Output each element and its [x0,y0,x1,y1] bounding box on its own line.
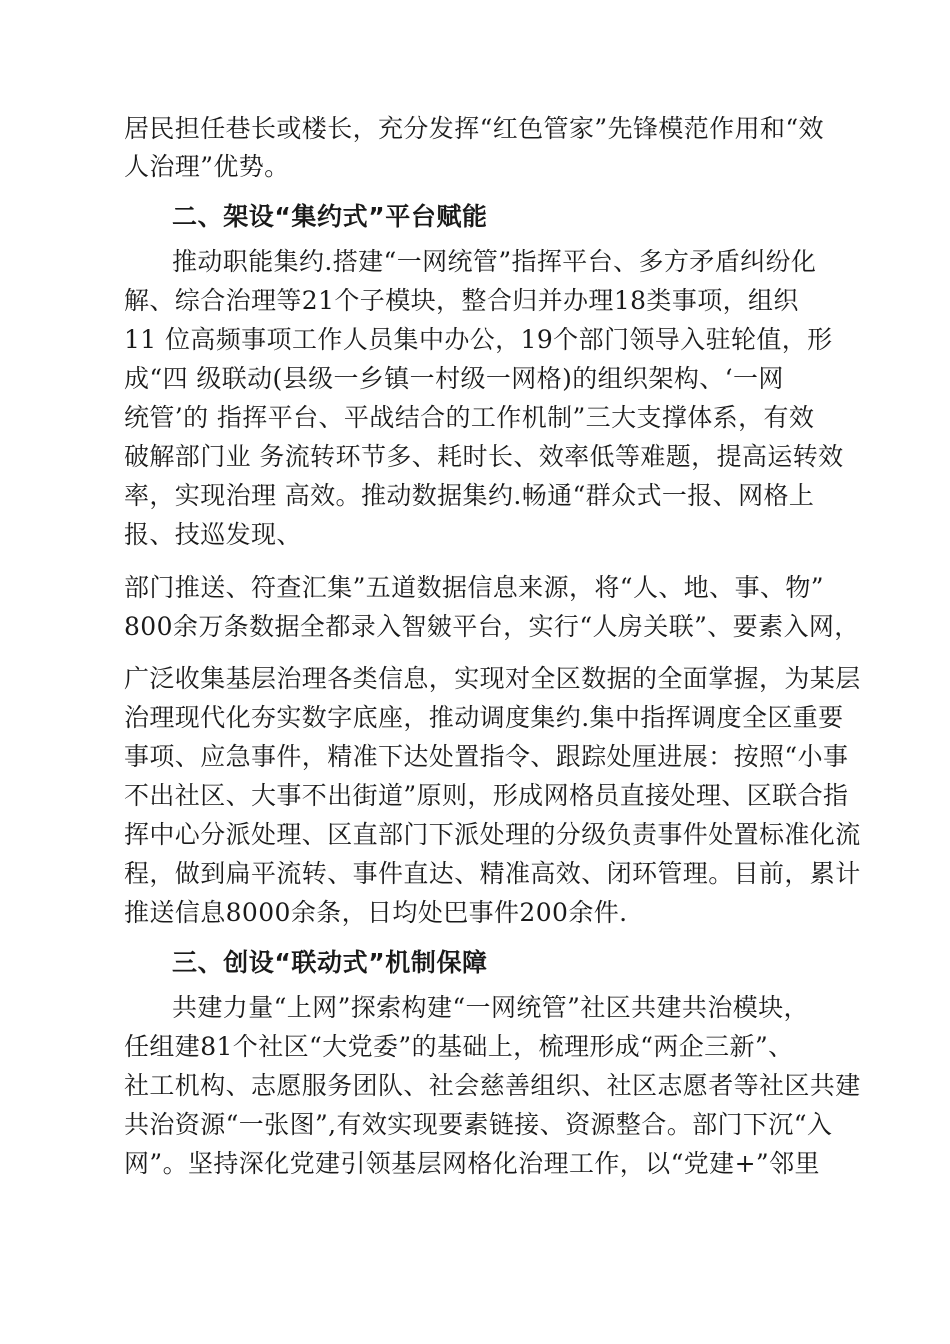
body-line: 程，做到扁平流转、事件直达、精准高效、闭环管理。目前，累计 [124,859,861,888]
section-heading: 三、创设“联动式”机制保障 [172,948,488,977]
body-line: 推送信息8000余条，日均处巴事件200余件. [124,898,628,927]
body-line: 事项、应急事件，精准下达处置指令、跟踪处厘进展：按照“小事 [124,742,849,771]
body-line: 报、技巡发现、 [124,520,302,549]
body-line: 破解部门业 务流转环节多、耗时长、效率低等难题，提高运转效 [124,442,844,471]
body-line: 11 位高频事项工作人员集中办公，19个部门领导入驻轮值，形 [124,325,833,354]
body-line: 挥中心分派处理、区直部门下派处理的分级负责事件处置标准化流 [124,820,861,849]
body-line: 不出社区、大事不出街道”原则，形成网格员直接处理、区联合指 [124,781,849,810]
body-line: 社工机构、志愿服务团队、社会慈善组织、社区志愿者等社区共建 [124,1071,861,1100]
body-line: 任组建81个社区“大党委”的基础上，梳理形成“两企三新”、 [124,1032,794,1061]
body-line: 推动职能集约.搭建“一网统管”指挥平台、多方矛盾纠纷化 [172,247,817,276]
body-line: 共建力量“上网”探索构建“一网统管”社区共建共治模块， [172,993,809,1022]
body-line: 统管’的 指挥平台、平战结合的工作机制”三大支撑体系，有效 [124,403,815,432]
body-line: 居民担任巷长或楼长，充分发挥“红色管家”先锋模范作用和“效 [124,114,824,143]
body-line: 部门推送、符查汇集”五道数据信息来源，将“人、地、事、物” [124,573,824,602]
body-line: 共治资源“一张图”,有效实现要素链接、资源整合。部门下沉“入 [124,1110,833,1139]
body-line: 治理现代化夯实数字底座，推动调度集约.集中指挥调度全区重要 [124,703,844,732]
body-line: 解、综合治理等21个子模块，整合归并办理18类事项，组织 [124,286,799,315]
body-line: 人治理”优势。 [124,152,290,181]
body-line: 网”。坚持深化党建引领基层网格化治理工作，以“党建+”邻里 [124,1149,820,1178]
body-line: 800余万条数据全都录入智皴平台，实行“人房关联”、要素入网， [124,612,860,641]
section-heading: 二、架设“集约式”平台赋能 [172,202,488,231]
body-line: 成“四 级联动(县级一乡镇一村级一网格)的组织架构、‘一网 [124,364,784,393]
body-line: 广泛收集基层治理各类信息，实现对全区数据的全面掌握，为某层 [124,664,861,693]
body-line: 率，实现治理 高效。推动数据集约.畅通“群众式一报、网格上 [124,481,815,510]
